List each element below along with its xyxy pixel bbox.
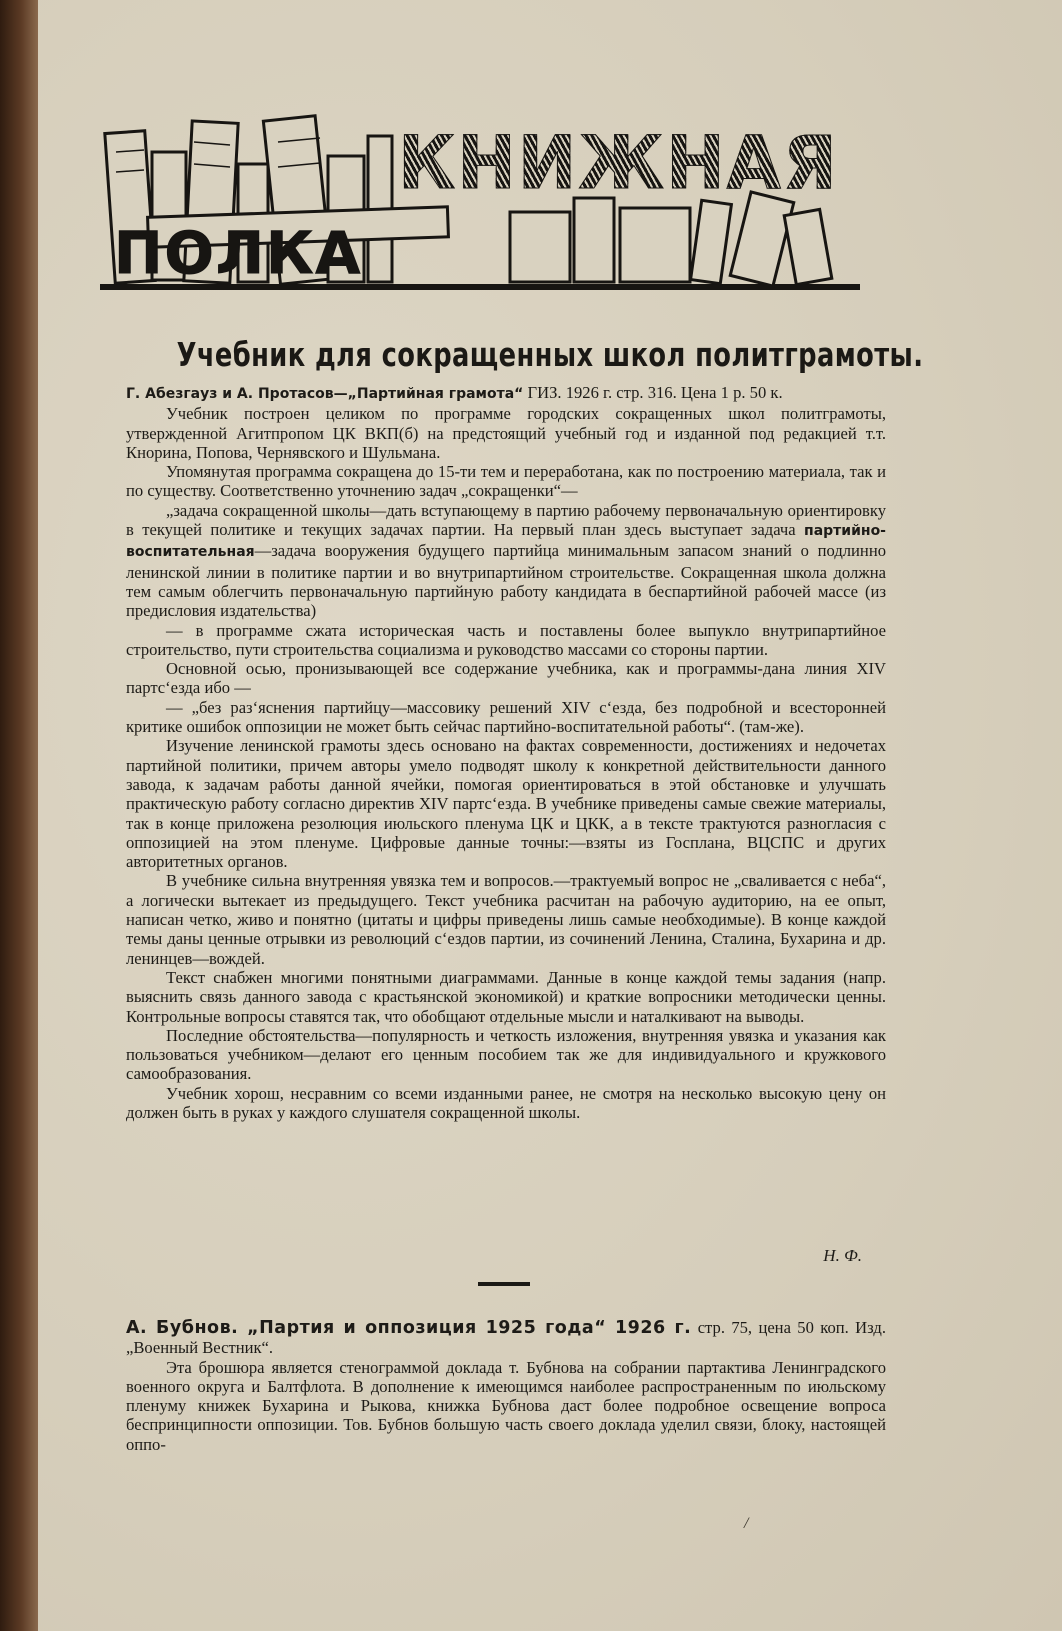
paragraph: — в программе сжата историческая часть и поставлены более выпукло внутрипартийное строительство, пути строительства социализма и руководство массами со стороны партии. (126, 620, 886, 659)
section-divider (478, 1282, 530, 1286)
review-2-citation: А. Бубнов. „Партия и оппозиция 1925 года“ 1926 г. стр. 75, цена 50 коп. Изд. „Военный Вестник“. (126, 1318, 887, 1358)
paragraph: Упомянутая программа сокращена до 15-ти тем и переработана, как по построению материала, так и по существу. Соответственно уточнению задач „сокращенки“— (126, 462, 886, 501)
paragraph: В учебнике сильна внутренняя увязка тем и вопросов.—трактуемый вопрос не „сваливается с неба“, а логически вытекает из предыдущего. Текст учебника расчитан на рабочую аудиторию, на ее опыт, написан четко, живо и понятно (цитаты и цифры приведены лишь самые необходимые). В конце каждой темы даны ценные отрывки из революций с‘ездов партии, из сочинений Ленина, Сталина, Бухарина и др. ленинцев—вождей. (126, 871, 886, 968)
paragraph: Изучение ленинской грамоты здесь основано на фактах современности, достижениях и недочетах партийной политики, причем авторы умело подводят школу к конкретной действительности данного завода, к задачам работы данной ячейки, помогая ориентироваться в этой обстановке и улучшать практическую работу согласно директив XIV партс‘езда. В учебнике приведены самые свежие материалы, так в конце приложена резолюция июльского пленума ЦК и ЦКК, а в тексте трактуются разногласия с оппозицией на этом пленуме. Цифровые данные точны:—взяты из Госплана, ВЦСПС и других авторитетных органов. (126, 736, 886, 872)
signature: Н. Ф. (823, 1246, 862, 1265)
page-mark: / (744, 1515, 749, 1532)
review-1-citation: Г. Абезгауз и А. Протасов—„Партийная грамота“ ГИЗ. 1926 г. стр. 316. Цена 1 р. 50 к. (126, 383, 783, 402)
page (38, 0, 1062, 1631)
paragraph: Учебник хорош, несравним со всеми изданными ранее, не смотря на несколько высокую цену он должен быть в руках у каждого слушателя сокращенной школы. (126, 1083, 886, 1122)
banner-word-knizhnaya: КНИЖНАЯ (398, 119, 839, 207)
review-title: Учебник для сокращенных школ политграмоты. (176, 335, 924, 374)
paragraph: Последние обстоятельства—популярность и четкость изложения, внутренняя увязка и указания как пользоваться учебником—делают его ценным пособием так же для индивидуального и кружкового самообразования. (126, 1025, 886, 1084)
paragraph: „задача сокращенной школы—дать вступающему в партию рабочему первоначальную ориентировку в текущей политике и текущих задачах партии. На первый план здесь выступает задача партийно-воспитательная—задача вооружения будущего партийца минимальным запасом знаний о подлинно ленинской линии в политике партии и во внутрипартийном строительстве. Сокращенная школа должна тем самым облегчить первоначальную партийную работу кандидата в беспартийной рабочей массе (из предисловия издательства) (126, 500, 886, 621)
paragraph: Учебник построен целиком по программе городских сокращенных школ политграмоты, утвержденной Агитпропом ЦК ВКП(б) на предстоящий учебный год и изданной под редакцией т.т. Кнорина, Попова, Чернявского и Шульмана. (126, 404, 886, 462)
book-spine-shadow (0, 0, 38, 1631)
review-1-body (126, 383, 886, 1122)
paragraph: — „без раз‘яснения партийцу—массовику решений XIV с‘езда, без подробной и всесторонней критике ошибок оппозиции не может быть сейчас партийно-воспитательной работы“. (там-же). (126, 697, 886, 737)
paragraph: Эта брошюра является стенограммой доклада т. Бубнова на собрании партактива Ленинградского военного округа и Балтфлота. В дополнение к имеющимся наиболее распространенным по июльскому пленуму книжек Бухарина и Рыкова, книжка Бубнова даст более подробное освещение вопроса беспринципности оппозиции. Тов. Бубнов большую часть своего доклада уделил связи, блоку, настоящей оппо- (126, 1357, 886, 1454)
paragraph: Основной осью, пронизывающей все содержание учебника, как и программы-дана линия XIV партс‘езда ибо — (126, 659, 886, 698)
review-2-body (126, 1318, 886, 1454)
paragraph: Текст снабжен многими понятными диаграммами. Данные в конце каждой темы задания (напр. выяснить связь данного завода с крастьянской экономикой) и краткие вопросники методически ценны. Контрольные вопросы ставятся так, что обобщают отдельные мысли и наталкивают на выводы. (126, 967, 886, 1026)
bookshelf-banner (100, 112, 880, 298)
banner-word-polka: ПОЛКА (114, 219, 363, 287)
